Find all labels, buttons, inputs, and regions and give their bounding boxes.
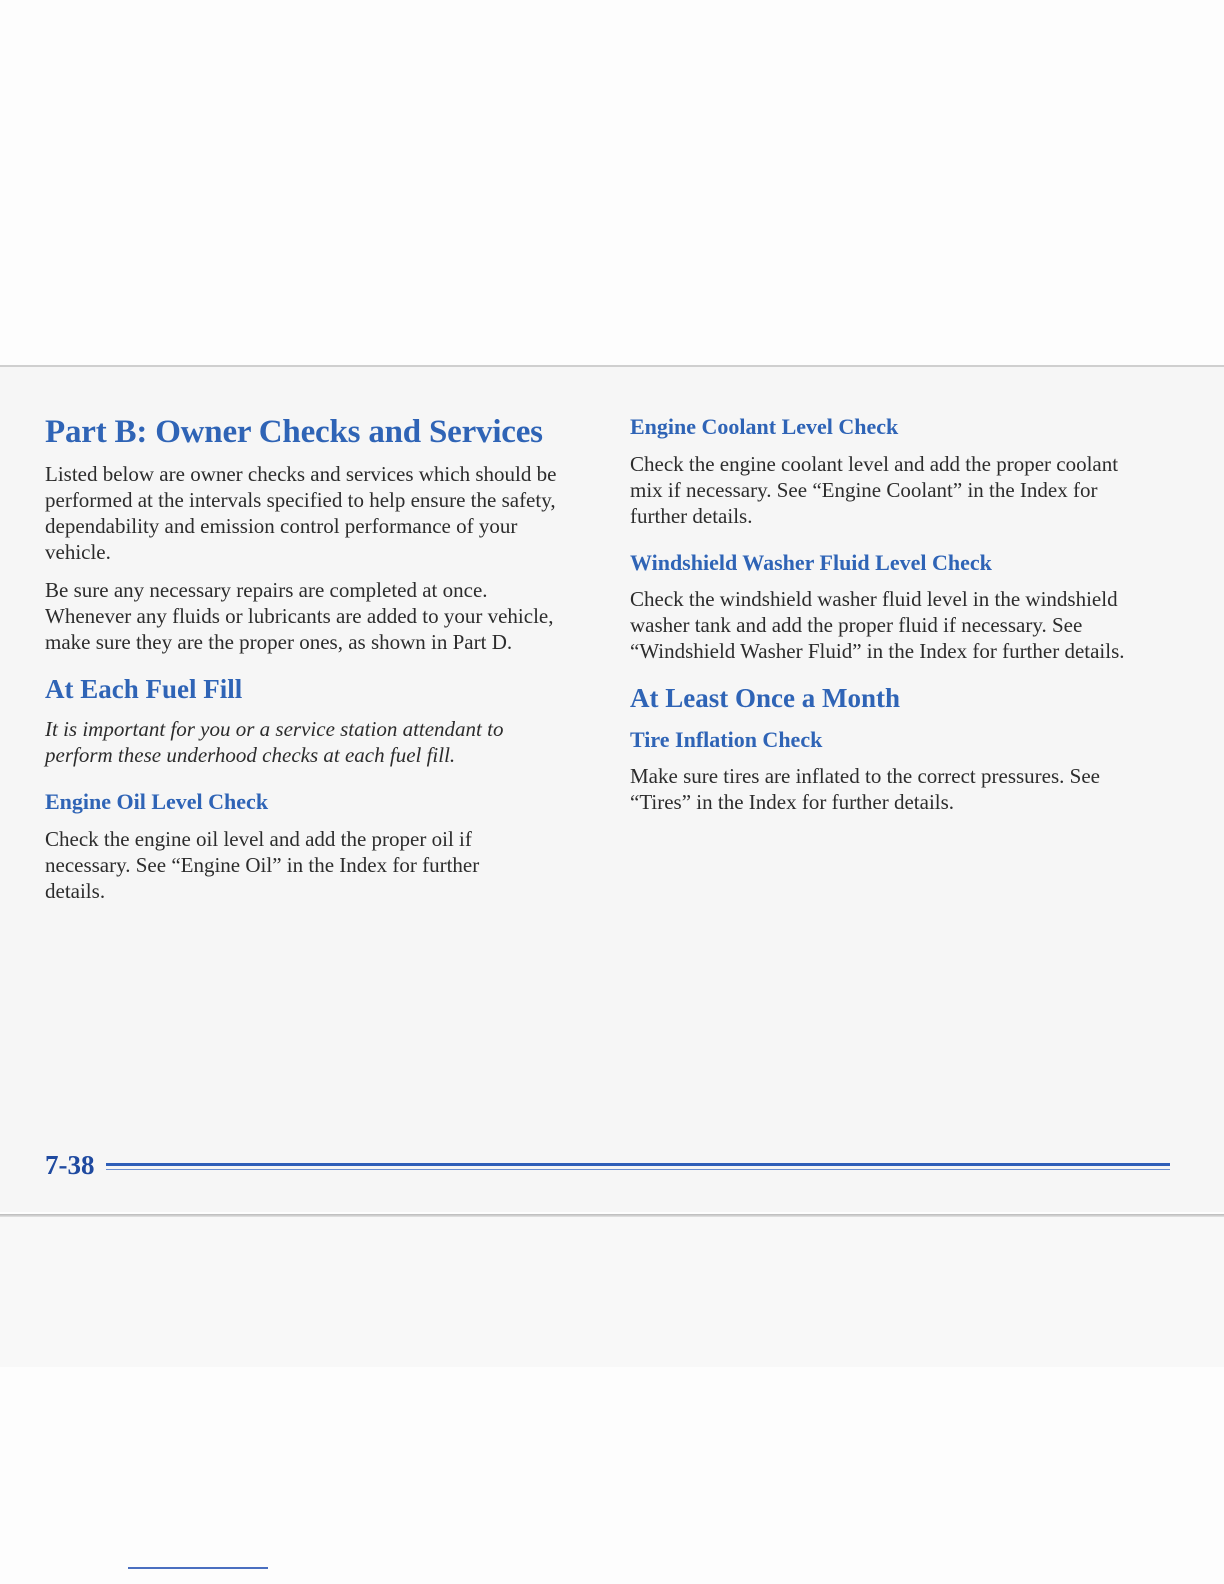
oil-check-title: Engine Oil Level Check: [45, 789, 269, 815]
fuel-fill-note: It is important for you or a service station attendant to perform these underhood checks at each fuel fill.: [45, 717, 504, 768]
tire-check-text: Make sure tires are inflated to the correct pressures. See “Tires” in the Index for further details.: [630, 764, 1100, 815]
footer-rule: [106, 1163, 1170, 1171]
bottom-stray-rule: [128, 1567, 268, 1569]
section-title-monthly: At Least Once a Month: [630, 683, 900, 713]
intro-paragraph-2: Be sure any necessary repairs are completed at once. Whenever any fluids or lubricants are added to your vehicle, make sure they are the proper ones, as shown in Part D.: [45, 577, 554, 654]
lower-blank-band: [0, 1217, 1224, 1367]
coolant-check-title: Engine Coolant Level Check: [630, 414, 899, 439]
intro-paragraph-1: Listed below are owner checks and services which should be performed at the intervals specified to help ensure the safety, dependability and emission control performance of your vehicle.: [45, 461, 557, 564]
washer-check-title: Windshield Washer Fluid Level Check: [630, 549, 992, 575]
washer-check-text: Check the windshield washer fluid level in the windshield washer tank and add the proper fluid if necessary. See “Windshield Washer Fluid” in the Index for further details.: [630, 587, 1125, 663]
section-title-fuel-fill: At Each Fuel Fill: [45, 673, 243, 704]
right-column: [630, 413, 1175, 827]
left-column: [45, 413, 575, 916]
page-number: 7-38: [45, 1150, 95, 1180]
part-title: Part B: Owner Checks and Services: [45, 414, 543, 450]
oil-check-text: Check the engine oil level and add the proper oil if necessary. See “Engine Oil” in the Index for further details.: [45, 826, 480, 903]
tire-check-title: Tire Inflation Check: [630, 726, 823, 752]
coolant-check-text: Check the engine coolant level and add the proper coolant mix if necessary. See “Engine Coolant” in the Index for further details.: [630, 451, 1119, 528]
